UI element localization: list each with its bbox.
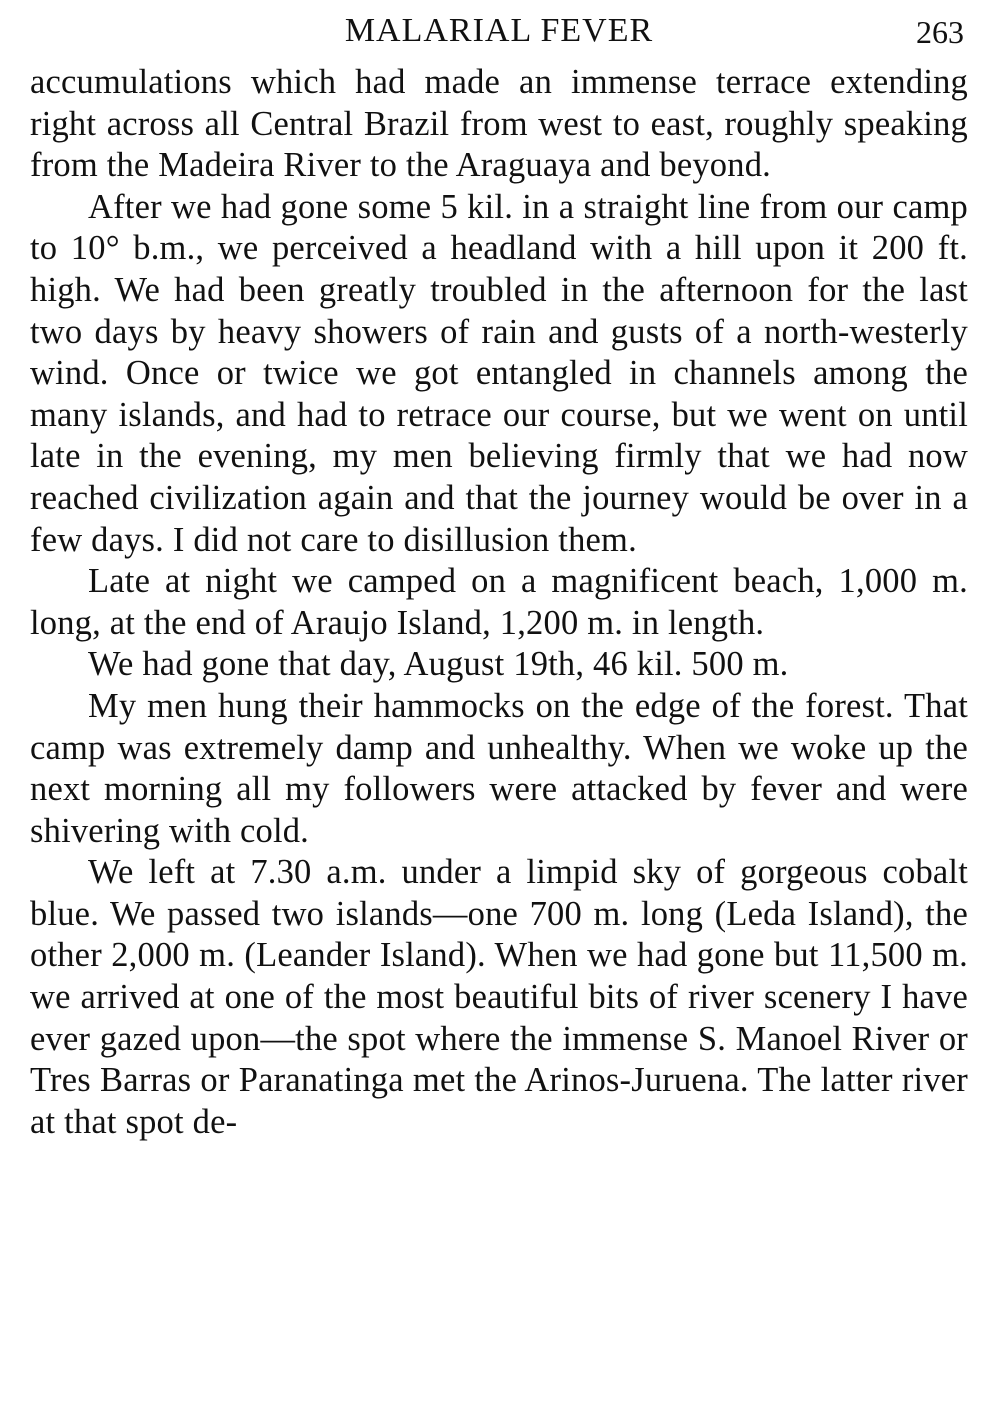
paragraph-fever: My men hung their hammocks on the edge of the forest. That camp was extremely damp and unhealthy. When we woke up the next morning all my followers were attacked by fever and were shivering with cold. bbox=[30, 686, 968, 850]
book-page bbox=[30, 0, 968, 1143]
page-header bbox=[30, 0, 968, 62]
page-number: 263 bbox=[916, 14, 964, 50]
paragraph-distance: We had gone that day, August 19th, 46 kil. 500 m. bbox=[88, 645, 789, 684]
running-title: MALARIAL FEVER bbox=[344, 12, 654, 49]
paragraph-headland: After we had gone some 5 kil. in a straight line from our camp to 10° b.m., we perceived a headland with a hill upon it 200 ft. high. We had been greatly troubled in the afternoon for the last two days by heavy showers of rain and gusts of a north-westerly wind. Once or twice we got entangled in channels among the many islands, and had to retrace our course, but we went on until late in the evening, my men believing firmly that we had now reached civilization again and that the journey would be over in a few days. I did not care to disillusion them. bbox=[30, 187, 968, 559]
paragraph-camp-beach: Late at night we camped on a magnificent beach, 1,000 m. long, at the end of Araujo Island, 1,200 m. in length. bbox=[30, 562, 968, 642]
body-text bbox=[30, 62, 968, 1143]
paragraph-continuation: accumulations which had made an immense terrace extending right across all Central Brazil from west to east, roughly speaking from the Madeira River to the Araguaya and beyond. bbox=[30, 63, 968, 185]
paragraph-river-junction: We left at 7.30 a.m. under a limpid sky of gorgeous cobalt blue. We passed two islands—one 700 m. long (Leda Island), the other 2,000 m. (Leander Island). When we had gone but 11,500 m. we arrived at one of the most beautiful bits of river scenery I have ever gazed upon—the spot where the immense S. Manoel River or Tres Barras or Paranatinga met the Arinos-Juruena. The latter river at that spot de- bbox=[30, 853, 968, 1141]
